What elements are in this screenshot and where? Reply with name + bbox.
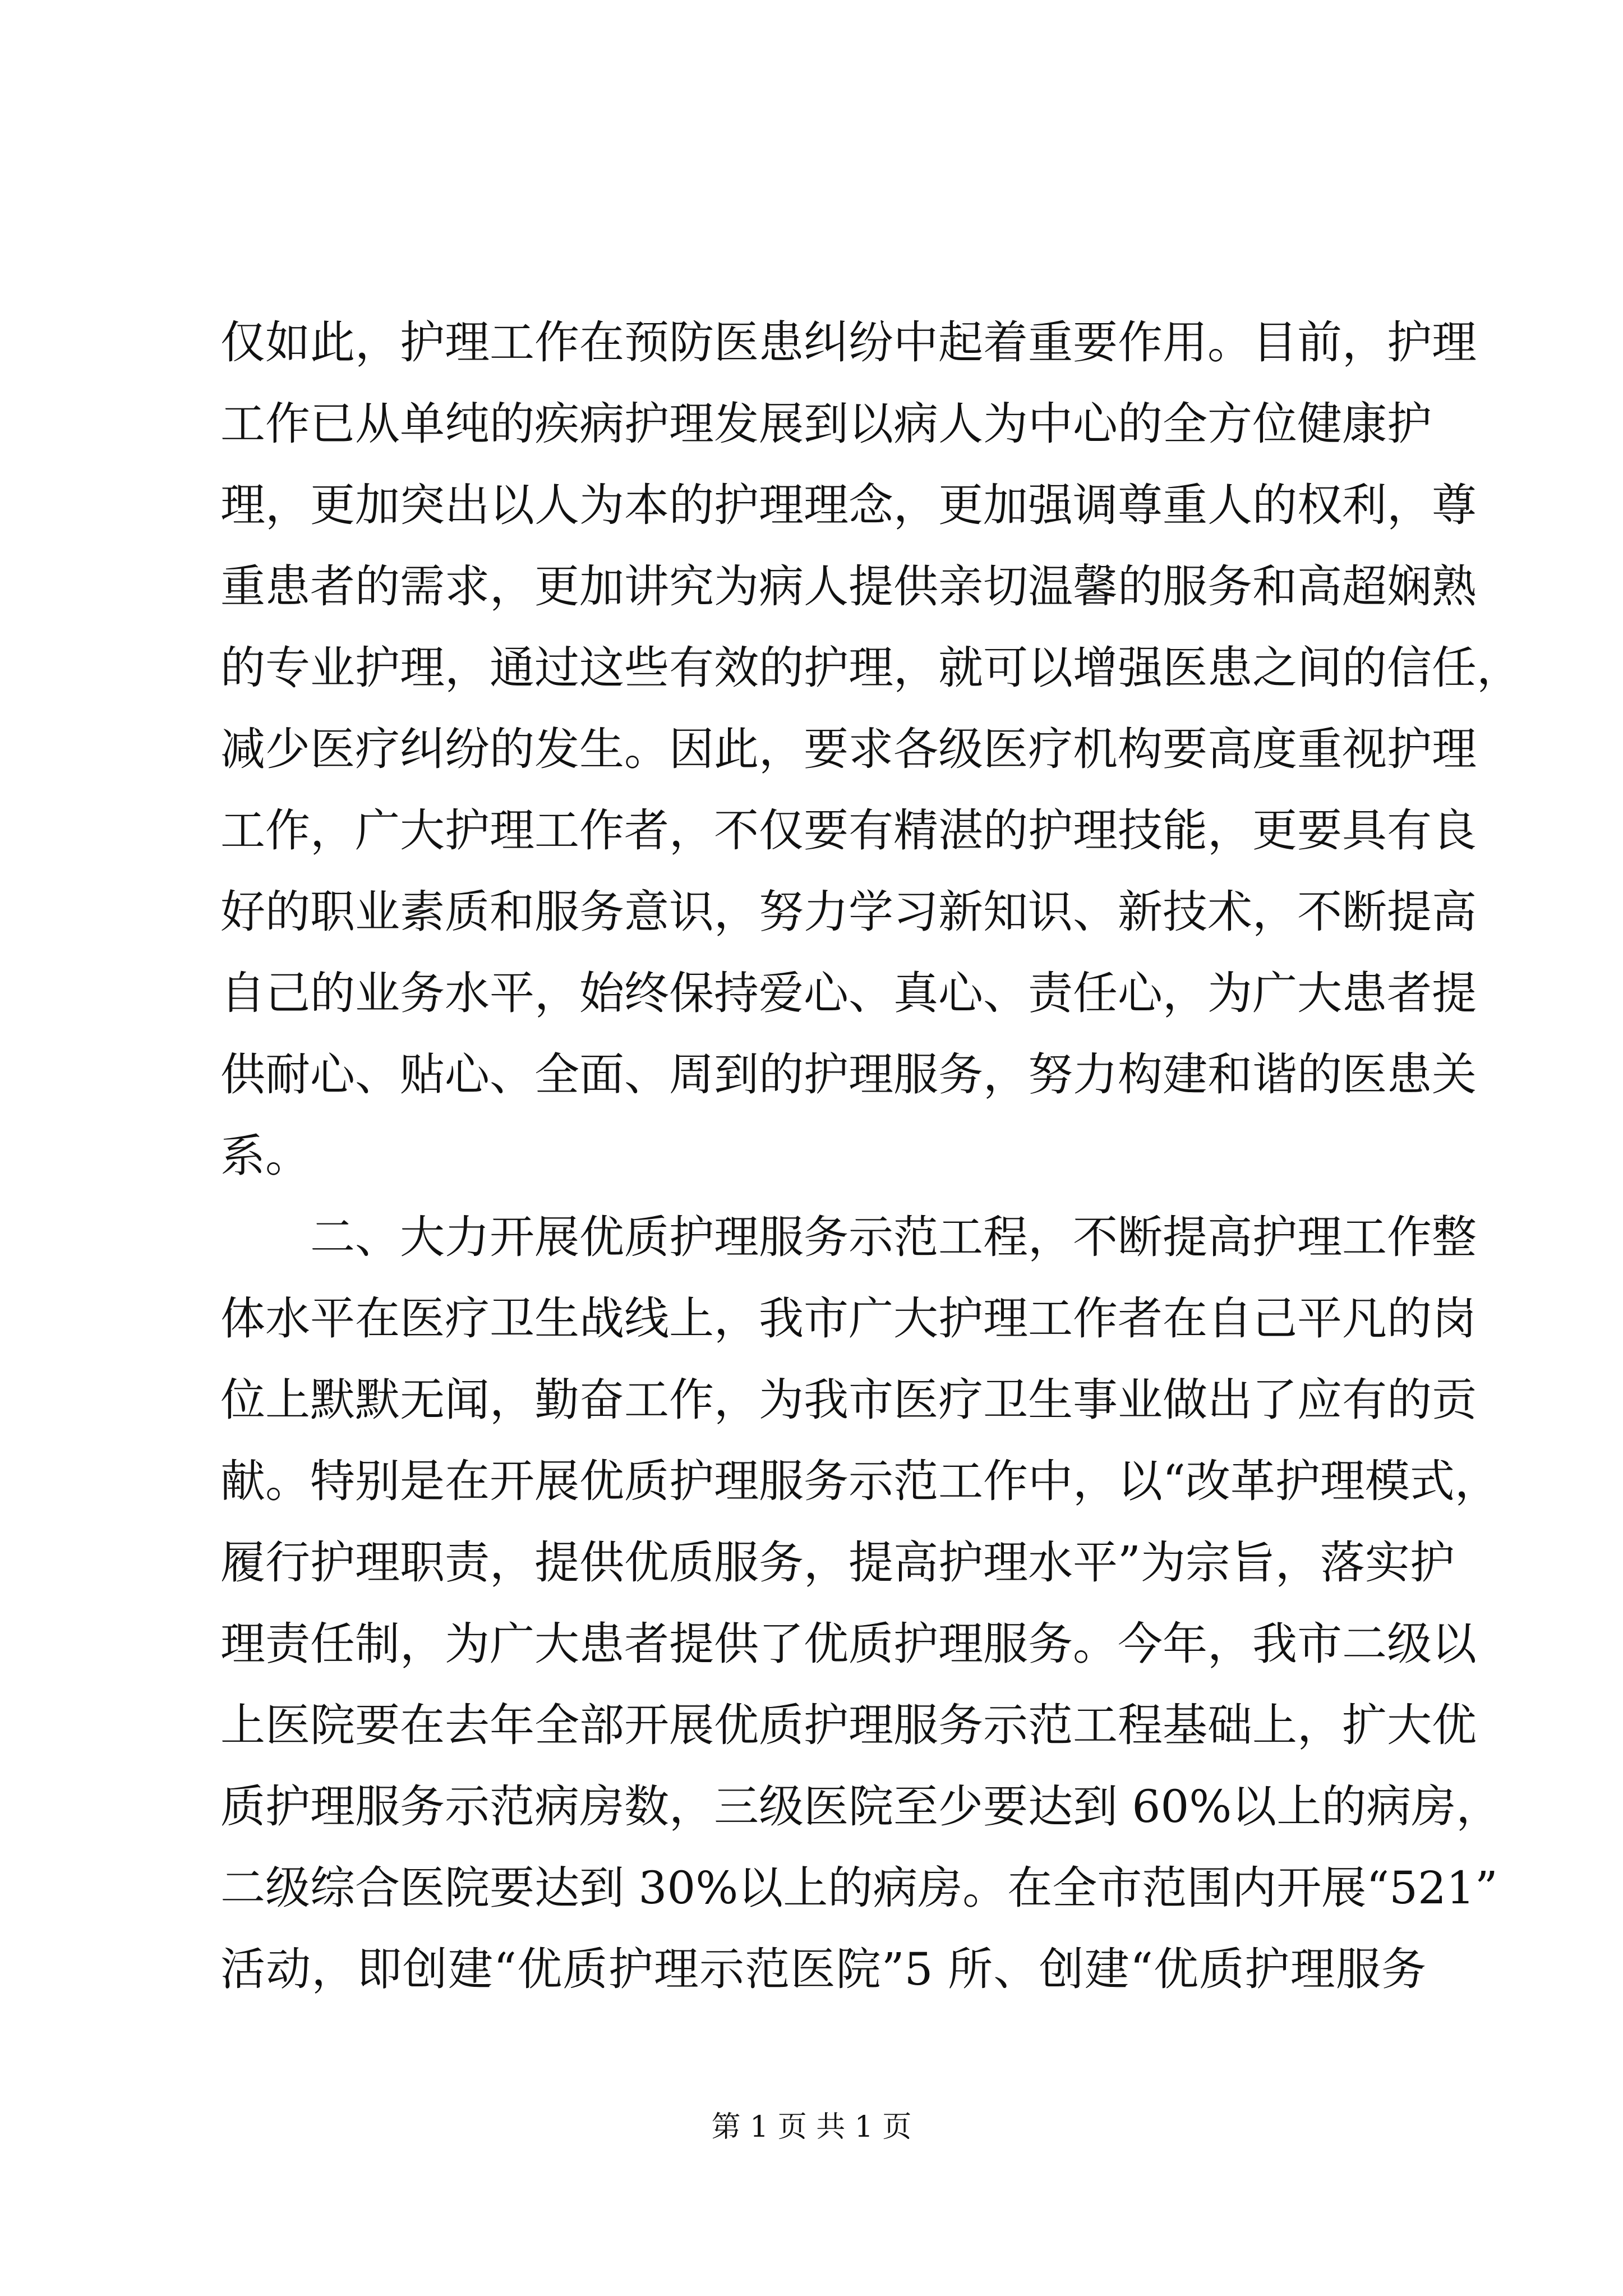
- text-line: 供耐心、贴心、全面、周到的护理服务，努力构建和谐的医患关: [220, 1048, 1477, 1101]
- page-number: 第 1 页 共 1 页: [711, 2110, 912, 2144]
- text-line: 理，更加突出以人为本的护理理念，更加强调尊重人的权利，尊: [220, 479, 1477, 531]
- body-text: [220, 302, 1521, 2010]
- text-line: 工作已从单纯的疾病护理发展到以病人为中心的全方位健康护: [220, 398, 1432, 450]
- text-line: 重患者的需求，更加讲究为病人提供亲切温馨的服务和高超娴熟: [220, 560, 1477, 613]
- text-line: 上医院要在去年全部开展优质护理服务示范工程基础上，扩大优: [220, 1699, 1477, 1751]
- text-line: 自己的业务水平，始终保持爱心、真心、责任心，为广大患者提: [220, 967, 1477, 1019]
- text-line: 质护理服务示范病房数，三级医院至少要达到 60%以上的病房，: [220, 1780, 1501, 1833]
- text-line: 好的职业素质和服务意识，努力学习新知识、新技术，不断提高: [220, 886, 1477, 938]
- page-footer: [0, 2110, 1623, 2144]
- text-line: 履行护理职责，提供优质服务，提高护理水平”为宗旨，落实护: [220, 1536, 1455, 1589]
- text-line: 二级综合医院要达到 30%以上的病房。在全市范围内开展“521”: [220, 1862, 1498, 1914]
- text-line: 活动，即创建“优质护理示范医院”5 所、创建“优质护理服务: [220, 1943, 1426, 1995]
- text-line: 工作，广大护理工作者，不仅要有精湛的护理技能，更要具有良: [220, 804, 1477, 857]
- text-line: 理责任制，为广大患者提供了优质护理服务。今年，我市二级以: [220, 1618, 1477, 1670]
- text-line: 系。: [220, 1130, 310, 1182]
- text-line: 的专业护理，通过这些有效的护理，就可以增强医患之间的信任，: [220, 642, 1521, 694]
- text-line: 体水平在医疗卫生战线上，我市广大护理工作者在自己平凡的岗: [220, 1292, 1477, 1345]
- text-line: 位上默默无闻，勤奋工作，为我市医疗卫生事业做出了应有的贡: [220, 1374, 1477, 1426]
- text-line: 仅如此，护理工作在预防医患纠纷中起着重要作用。目前，护理: [220, 316, 1477, 369]
- text-line: 献。特别是在开展优质护理服务示范工作中，以“改革护理模式，: [220, 1455, 1500, 1507]
- text-line: 减少医疗纠纷的发生。因此，要求各级医疗机构要高度重视护理: [220, 723, 1477, 775]
- paragraph-first-line: 二、大力开展优质护理服务示范工程，不断提高护理工作整: [310, 1211, 1477, 1263]
